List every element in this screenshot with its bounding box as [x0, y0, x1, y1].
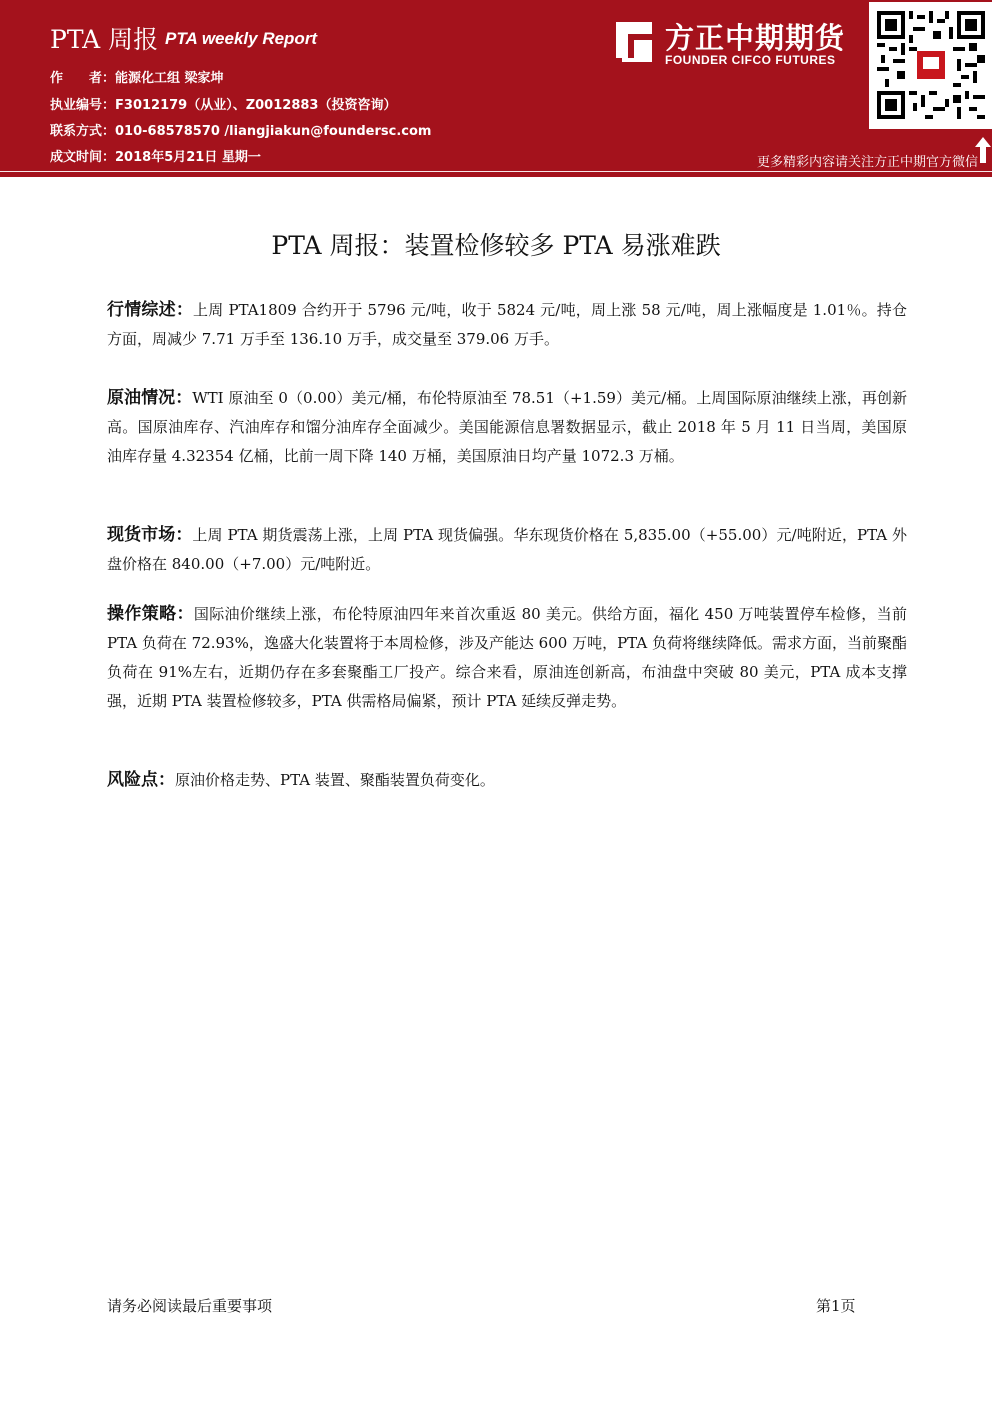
license-label: 执业编号：	[50, 98, 116, 113]
section-spot-market	[107, 521, 907, 579]
section-body: 国际油价继续上涨，布伦特原油四年来首次重返 80 美元。供给方面，福化 450 万吨装置停车检修，当前 PTA 负荷在 72.93%，逸盛大化装置将于本周检修，涉及产能达 600 万吨，PTA 负荷将继续降低。需求方面，当前聚酯负荷在 91%左右，近期仍存在多套聚酯工厂投产。综合来看，原油连创新高，布油盘中突破 80 美元，PTA 成本支撑强，近期 PTA 装置检修较多，PTA 供需格局偏紧，预计 PTA 延续反弹走势。	[107, 605, 908, 710]
section-body: 上周 PTA1809 合约开于 5796 元/吨，收于 5824 元/吨，周上涨 58 元/吨，周上涨幅度是 1.01％。持仓方面，周减少 7.71 万手至 136.10 万手，成交量至 379.06 万手。	[107, 301, 907, 348]
section-risk	[107, 766, 907, 795]
footer-disclaimer: 请务必阅读最后重要事项	[107, 1297, 273, 1315]
wechat-qr-code	[869, 2, 992, 129]
section-body: 上周 PTA 期货震荡上涨，上周 PTA 现货偏强。华东现货价格在 5,835.00（+55.00）元/吨附近，PTA 外盘价格在 840.00（+7.00）元/吨附近。	[107, 526, 907, 573]
logo-english-name: FOUNDER CIFCO FUTURES	[665, 53, 836, 67]
report-title: PTA 周报	[50, 25, 159, 54]
logo-chinese-name: 方正中期期货	[665, 21, 846, 55]
page-number: 第1页	[816, 1297, 856, 1315]
header-bottom-rule	[0, 174, 992, 177]
date-label: 成文时间：	[50, 150, 116, 165]
section-body: 原油价格走势、PTA 装置、聚酯装置负荷变化。	[175, 771, 495, 789]
wechat-follow-note: 更多精彩内容请关注方正中期官方微信	[756, 155, 978, 170]
section-body: WTI 原油至 0（0.00）美元/桶，布伦特原油至 78.51（+1.59）美元/桶。上周国际原油继续上涨，再创新高。国原油库存、汽油库存和馏分油库存全面减少。美国能源信息署数据显示，截止 2018 年 5 月 11 日当周，美国原油库存量 4.32354 亿桶，比前一周下降 140 万桶，美国原油日均产量 1072.3 万桶。	[107, 389, 907, 465]
contact-value[interactable]: 010-68578570 /liangjiakun@foundersc.com	[115, 124, 432, 139]
qr-code-icon	[877, 8, 985, 122]
date-value: 2018年5月21日 星期一	[115, 150, 261, 165]
license-value: F3012179（从业）、Z0012883（投资咨询）	[115, 98, 397, 113]
header-divider	[0, 171, 992, 172]
report-subtitle: PTA weekly Report	[165, 29, 318, 48]
contact-label: 联系方式：	[50, 124, 116, 139]
document-title: PTA 周报：装置检修较多 PTA 易涨难跌	[271, 231, 721, 260]
section-heading: 现货市场：	[107, 525, 193, 545]
company-logo	[608, 16, 863, 76]
section-heading: 操作策略：	[107, 604, 194, 624]
section-heading: 行情综述：	[107, 300, 194, 320]
author-label: 作 者：	[50, 71, 116, 86]
date-line	[50, 146, 261, 165]
contact-line	[50, 120, 431, 139]
section-market-overview	[107, 296, 907, 354]
section-strategy	[107, 600, 907, 716]
founder-logo-icon	[608, 18, 656, 66]
section-heading: 原油情况：	[107, 388, 193, 408]
author-value: 能源化工组 梁家坤	[115, 71, 224, 86]
license-line	[50, 94, 396, 113]
section-heading: 风险点：	[107, 770, 175, 790]
author-line	[50, 67, 224, 86]
section-crude-oil	[107, 384, 907, 471]
